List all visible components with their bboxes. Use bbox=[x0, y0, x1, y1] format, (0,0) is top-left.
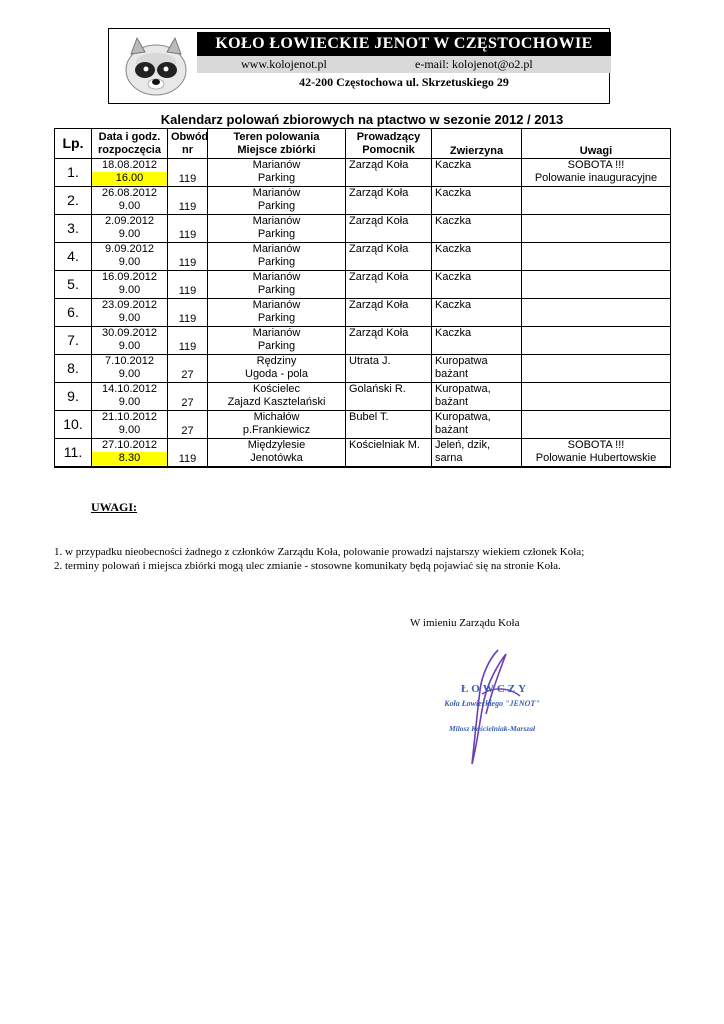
time-value: 8.30 bbox=[92, 452, 167, 465]
email-link[interactable]: e-mail: kolojenot@o2.pl bbox=[415, 57, 533, 71]
row-obwod: 119 bbox=[168, 243, 208, 271]
row-teren: Marianów Parking bbox=[208, 187, 346, 215]
time-value: 9.00 bbox=[118, 396, 141, 408]
row-date bbox=[92, 327, 168, 355]
row-number: 2. bbox=[55, 187, 92, 215]
row-zwierzyna: Kaczka bbox=[432, 159, 522, 187]
row-zwierzyna: Kuropatwa bażant bbox=[432, 355, 522, 383]
stamp-line-2: Koła Łowieckiego "JENOT" bbox=[444, 699, 540, 708]
row-zwierzyna: Kaczka bbox=[432, 327, 522, 355]
row-number: 6. bbox=[55, 299, 92, 327]
header-uwagi: Uwagi bbox=[522, 129, 671, 159]
row-teren: Międzylesie Jenotówka bbox=[208, 439, 346, 467]
raccoon-dog-logo-icon bbox=[115, 32, 197, 100]
row-obwod: 119 bbox=[168, 327, 208, 355]
row-prowadzacy: Bubel T. bbox=[346, 411, 432, 439]
header-zwierzyna: Zwierzyna bbox=[432, 129, 522, 159]
contact-bar bbox=[197, 56, 611, 73]
row-date bbox=[92, 355, 168, 383]
header-date: Data i godz. rozpoczęcia bbox=[92, 129, 168, 159]
row-obwod: 119 bbox=[168, 439, 208, 467]
time-value: 9.00 bbox=[118, 368, 141, 380]
table-row bbox=[55, 439, 671, 467]
row-teren: Marianów Parking bbox=[208, 215, 346, 243]
row-teren: Marianów Parking bbox=[208, 327, 346, 355]
row-zwierzyna: Kaczka bbox=[432, 187, 522, 215]
signature-stamp bbox=[420, 630, 570, 770]
website-link[interactable]: www.kolojenot.pl bbox=[241, 57, 327, 71]
note-1: 1. w przypadku nieobecności żadnego z członków Zarządu Koła, polowanie prowadzi najstarszy wiekiem członek Koła; bbox=[54, 546, 585, 558]
date-value: 7.10.2012 bbox=[105, 355, 154, 367]
row-number: 10. bbox=[55, 411, 92, 439]
row-uwagi bbox=[522, 411, 671, 439]
row-zwierzyna: Kaczka bbox=[432, 215, 522, 243]
row-teren: Michałów p.Frankiewicz bbox=[208, 411, 346, 439]
date-value: 14.10.2012 bbox=[101, 383, 158, 395]
row-date bbox=[92, 411, 168, 439]
date-value: 27.10.2012 bbox=[101, 439, 158, 451]
row-teren: Marianów Parking bbox=[208, 159, 346, 187]
row-prowadzacy: Zarząd Koła bbox=[346, 159, 432, 187]
table-row bbox=[55, 159, 671, 187]
row-obwod: 119 bbox=[168, 215, 208, 243]
table-row bbox=[55, 271, 671, 299]
time-value: 9.00 bbox=[118, 228, 141, 240]
row-number: 7. bbox=[55, 327, 92, 355]
date-value: 2.09.2012 bbox=[105, 215, 154, 227]
table-row bbox=[55, 299, 671, 327]
row-zwierzyna: Jeleń, dzik, sarna bbox=[432, 439, 522, 467]
table-row bbox=[55, 327, 671, 355]
time-value: 16.00 bbox=[92, 172, 167, 185]
row-uwagi bbox=[522, 299, 671, 327]
row-prowadzacy: Golański R. bbox=[346, 383, 432, 411]
row-obwod: 119 bbox=[168, 299, 208, 327]
row-prowadzacy: Kościelniak M. bbox=[346, 439, 432, 467]
row-prowadzacy: Zarząd Koła bbox=[346, 271, 432, 299]
row-obwod: 27 bbox=[168, 383, 208, 411]
club-name: KOŁO ŁOWIECKIE JENOT W CZĘSTOCHOWIE bbox=[197, 32, 611, 56]
time-value: 9.00 bbox=[118, 256, 141, 268]
row-zwierzyna: Kuropatwa, bażant bbox=[432, 411, 522, 439]
date-value: 30.09.2012 bbox=[101, 327, 158, 339]
row-uwagi bbox=[522, 243, 671, 271]
stamp-line-3: Milosz Kościelniak-Marszał bbox=[448, 724, 536, 733]
row-number: 5. bbox=[55, 271, 92, 299]
date-value: 21.10.2012 bbox=[101, 411, 158, 423]
letterhead bbox=[108, 28, 610, 104]
row-date bbox=[92, 299, 168, 327]
row-uwagi bbox=[522, 355, 671, 383]
table-header-row bbox=[55, 129, 671, 159]
row-uwagi: SOBOTA !!! Polowanie inauguracyjne bbox=[522, 159, 671, 187]
row-number: 4. bbox=[55, 243, 92, 271]
row-prowadzacy: Zarząd Koła bbox=[346, 243, 432, 271]
row-obwod: 119 bbox=[168, 159, 208, 187]
row-teren: Marianów Parking bbox=[208, 299, 346, 327]
date-value: 18.08.2012 bbox=[101, 159, 158, 171]
row-prowadzacy: Zarząd Koła bbox=[346, 299, 432, 327]
row-zwierzyna: Kaczka bbox=[432, 299, 522, 327]
row-uwagi: SOBOTA !!! Polowanie Hubertowskie bbox=[522, 439, 671, 467]
row-number: 1. bbox=[55, 159, 92, 187]
table-row bbox=[55, 383, 671, 411]
row-date bbox=[92, 187, 168, 215]
header-lp: Lp. bbox=[55, 129, 92, 159]
row-number: 11. bbox=[55, 439, 92, 467]
stamp-line-1: ŁOWCZY bbox=[460, 683, 530, 695]
signature-lead: W imieniu Zarządu Koła bbox=[410, 617, 520, 629]
time-value: 9.00 bbox=[118, 284, 141, 296]
date-value: 23.09.2012 bbox=[101, 299, 158, 311]
row-obwod: 27 bbox=[168, 355, 208, 383]
time-value: 9.00 bbox=[118, 312, 141, 324]
row-teren: Kościelec Zajazd Kasztelański bbox=[208, 383, 346, 411]
date-value: 26.08.2012 bbox=[101, 187, 158, 199]
table-row bbox=[55, 355, 671, 383]
header-teren: Teren polowania Miejsce zbiórki bbox=[208, 129, 346, 159]
notes-heading: UWAGI: bbox=[91, 500, 138, 514]
row-teren: Rędziny Ugoda - pola bbox=[208, 355, 346, 383]
row-obwod: 119 bbox=[168, 187, 208, 215]
row-uwagi bbox=[522, 383, 671, 411]
table-row bbox=[55, 411, 671, 439]
row-teren: Marianów Parking bbox=[208, 243, 346, 271]
row-obwod: 27 bbox=[168, 411, 208, 439]
row-prowadzacy: Zarząd Koła bbox=[346, 327, 432, 355]
table-row bbox=[55, 187, 671, 215]
row-date bbox=[92, 215, 168, 243]
time-value: 9.00 bbox=[118, 200, 141, 212]
row-prowadzacy: Zarząd Koła bbox=[346, 215, 432, 243]
row-zwierzyna: Kuropatwa, bażant bbox=[432, 383, 522, 411]
row-date bbox=[92, 243, 168, 271]
document-title: Kalendarz polowań zbiorowych na ptactwo w sezonie 2012 / 2013 bbox=[160, 112, 564, 127]
row-uwagi bbox=[522, 215, 671, 243]
row-date bbox=[92, 439, 168, 467]
row-obwod: 119 bbox=[168, 271, 208, 299]
row-uwagi bbox=[522, 271, 671, 299]
address: 42-200 Częstochowa ul. Skrzetuskiego 29 bbox=[299, 75, 509, 89]
row-uwagi bbox=[522, 327, 671, 355]
header-obwod: Obwód nr bbox=[168, 129, 208, 159]
date-value: 9.09.2012 bbox=[105, 243, 154, 255]
row-date bbox=[92, 383, 168, 411]
time-value: 9.00 bbox=[118, 340, 141, 352]
row-uwagi bbox=[522, 187, 671, 215]
table-row bbox=[55, 215, 671, 243]
row-prowadzacy: Utrata J. bbox=[346, 355, 432, 383]
row-zwierzyna: Kaczka bbox=[432, 271, 522, 299]
table-row bbox=[55, 243, 671, 271]
row-prowadzacy: Zarząd Koła bbox=[346, 187, 432, 215]
row-number: 9. bbox=[55, 383, 92, 411]
row-date bbox=[92, 159, 168, 187]
row-zwierzyna: Kaczka bbox=[432, 243, 522, 271]
date-value: 16.09.2012 bbox=[101, 271, 158, 283]
row-date bbox=[92, 271, 168, 299]
time-value: 9.00 bbox=[118, 424, 141, 436]
row-teren: Marianów Parking bbox=[208, 271, 346, 299]
row-number: 8. bbox=[55, 355, 92, 383]
row-number: 3. bbox=[55, 215, 92, 243]
note-2: 2. terminy polowań i miejsca zbiórki mogą ulec zmianie - stosowne komunikaty będą pojawiać się na stronie Koła. bbox=[54, 560, 561, 572]
header-prowadzacy: Prowadzący Pomocnik bbox=[346, 129, 432, 159]
hunting-schedule-table bbox=[54, 128, 671, 468]
